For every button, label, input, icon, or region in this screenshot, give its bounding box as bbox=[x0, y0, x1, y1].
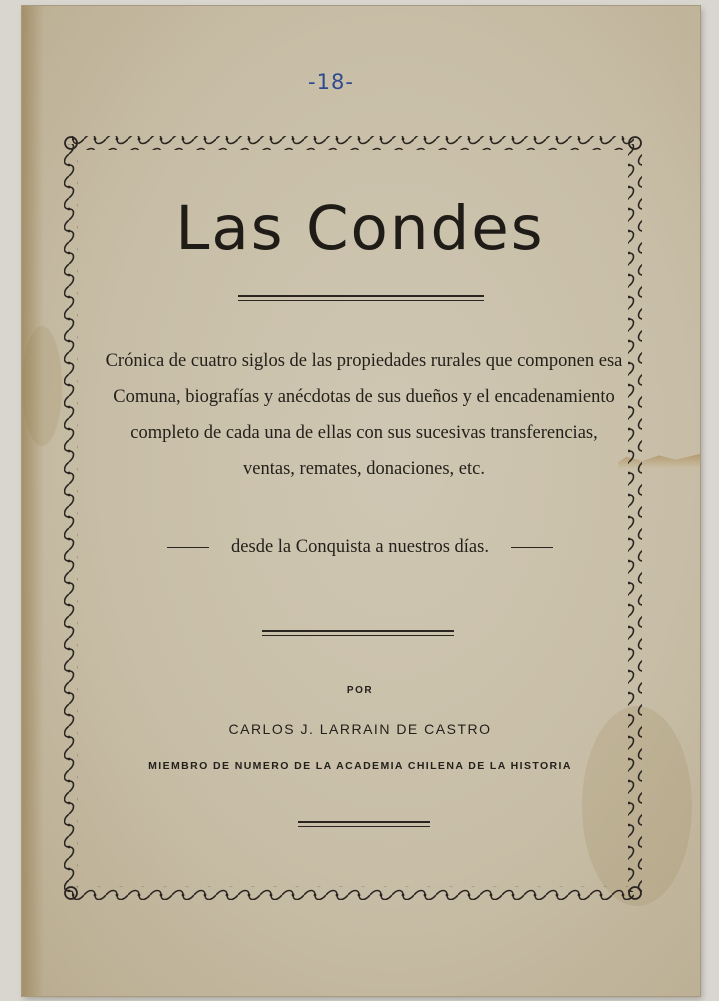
by-label: POR bbox=[346, 685, 374, 696]
bottom-rule bbox=[298, 821, 430, 823]
paper-stain bbox=[22, 326, 62, 446]
book-description: Crónica de cuatro siglos de las propiedades rurales que componen esa Comuna, biografías y anécdotas de sus dueños y el encadenamiento completo de cada una de ellas con sus sucesivas transferencias, ventas, remates, donaciones, etc. bbox=[105, 351, 623, 479]
left-dash bbox=[167, 547, 209, 548]
title-rule bbox=[238, 295, 484, 297]
book-subtitle: desde la Conquista a nuestros días. bbox=[231, 537, 489, 557]
book-title: Las Condes bbox=[175, 193, 545, 264]
author-title: MIEMBRO DE NUMERO DE LA ACADEMIA CHILENA DE LA HISTORIA bbox=[148, 760, 572, 772]
author-name: CARLOS J. LARRAIN DE CASTRO bbox=[228, 721, 492, 737]
handwritten-page-number: -18- bbox=[308, 70, 354, 94]
middle-rule bbox=[262, 630, 454, 632]
subtitle-line bbox=[110, 537, 610, 558]
worn-left-edge bbox=[22, 6, 44, 996]
right-dash bbox=[511, 547, 553, 548]
